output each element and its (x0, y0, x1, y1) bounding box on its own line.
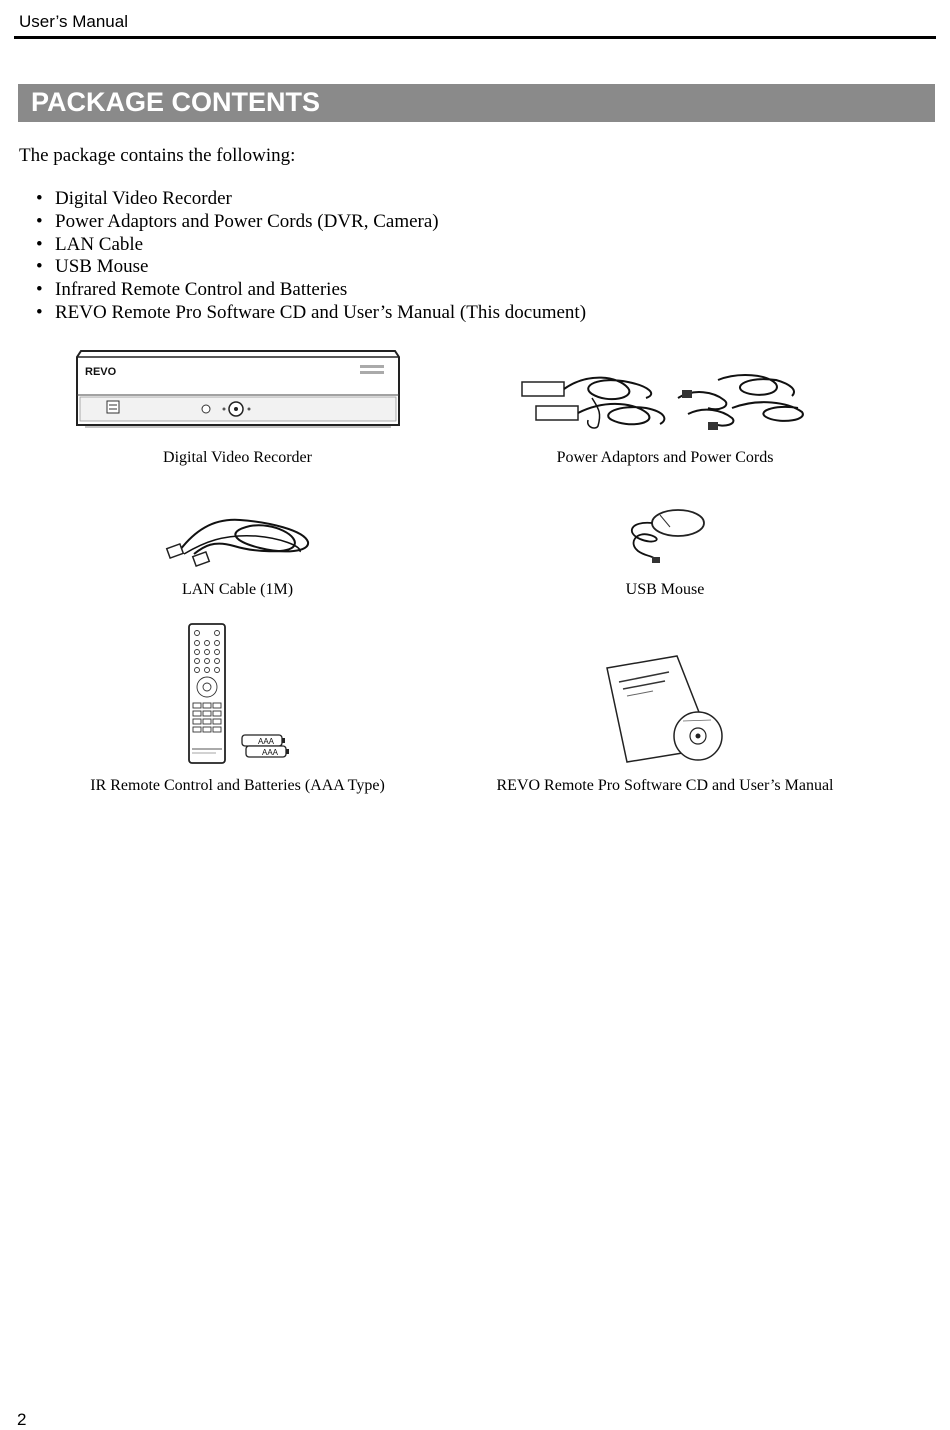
remote-control-illustration (186, 621, 304, 767)
list-item: • USB Mouse (36, 256, 149, 278)
mouse-caption: USB Mouse (625, 581, 705, 598)
bullet-icon: • (36, 210, 43, 232)
list-item: • Power Adaptors and Power Cords (DVR, Camera) (36, 210, 439, 232)
bullet-icon: • (36, 233, 43, 255)
power-adaptors-illustration (518, 368, 810, 434)
list-item: • LAN Cable (36, 233, 144, 255)
bullet-icon: • (36, 301, 43, 323)
dvr-brand-label: REVO (85, 366, 117, 378)
bullet-icon: • (36, 188, 43, 209)
battery-label: AAA (262, 748, 279, 757)
section-heading-bar (18, 84, 935, 122)
bullet-icon: • (36, 256, 43, 278)
list-item: • Infrared Remote Control and Batteries (36, 279, 348, 301)
page-number: 2 (17, 1410, 27, 1429)
running-header: User’s Manual (19, 12, 128, 31)
list-item: • REVO Remote Pro Software CD and User’s Manual (This document) (36, 301, 587, 323)
battery-label: AAA (258, 737, 275, 746)
section-title: PACKAGE CONTENTS (31, 87, 321, 117)
lan-cable-illustration (164, 512, 314, 570)
usb-mouse-illustration (620, 505, 710, 565)
bullet-icon: • (36, 279, 43, 301)
list-item: • Digital Video Recorder (36, 188, 232, 209)
contents-list (36, 188, 586, 325)
power-caption: Power Adaptors and Power Cords (556, 449, 774, 466)
cd-manual-illustration (603, 652, 725, 766)
header-rule (14, 36, 936, 39)
lan-caption: LAN Cable (1M) (181, 581, 294, 598)
intro-text: The package contains the following: (19, 145, 296, 166)
batteries-icon (242, 735, 289, 757)
remote-caption: IR Remote Control and Batteries (AAA Type) (90, 777, 385, 794)
dvr-caption: Digital Video Recorder (163, 449, 312, 466)
dvr-illustration (75, 345, 401, 429)
cd-caption: REVO Remote Pro Software CD and User’s Manual (496, 777, 834, 794)
